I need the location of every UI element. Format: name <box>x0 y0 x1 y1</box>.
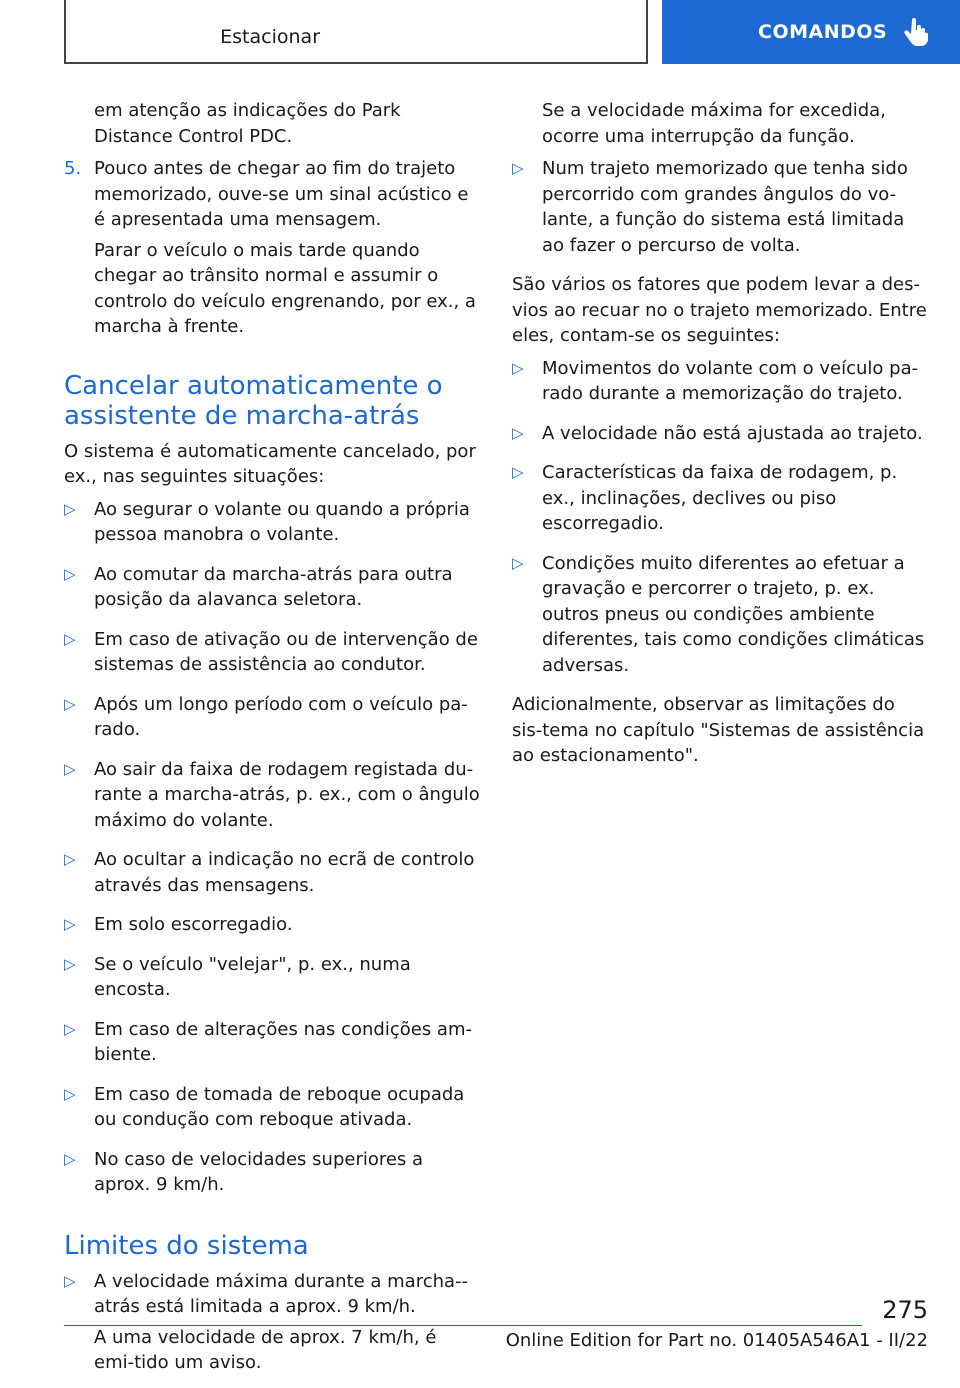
intro-continuation: em atenção as indicações do Park Distance Control PDC. <box>94 100 401 147</box>
list-item: ▷ Em caso de ativação ou de intervenção de sistemas de assistência ao condutor. <box>64 627 482 685</box>
triangle-bullet-icon: ▷ <box>64 629 76 648</box>
section-title: Estacionar <box>220 26 320 48</box>
list-item: ▷ Após um longo período com o veículo pa-rado. <box>64 692 482 750</box>
cancel-list <box>64 497 482 1205</box>
list-item: ▷ A velocidade não está ajustada ao trajeto. <box>512 421 928 454</box>
closing-note: Adicionalmente, observar as limitações do sis-tema no capítulo "Sistemas de assistência ao estacionamento". <box>512 694 925 766</box>
deviation-list <box>512 356 928 686</box>
triangle-bullet-icon: ▷ <box>512 423 524 442</box>
list-item: ▷ Ao sair da faixa de rodagem registada du-rante a marcha-atrás, p. ex., com o ângulo máximo do volante. <box>64 757 482 841</box>
triangle-bullet-icon: ▷ <box>64 954 76 973</box>
triangle-bullet-icon: ▷ <box>64 564 76 583</box>
triangle-bullet-icon: ▷ <box>512 463 524 481</box>
list-item: ▷ Num trajeto memorizado que tenha sido percorrido com grandes ângulos do vo-lante, a função do sistema está limitada ao fazer o percurso de volta. <box>512 156 928 265</box>
list-item: ▷ Ao ocultar a indicação no ecrã de controlo através das mensagens. <box>64 847 482 905</box>
triangle-bullet-icon: ▷ <box>512 553 524 572</box>
hand-pointer-icon <box>903 18 929 46</box>
triangle-bullet-icon: ▷ <box>64 759 76 778</box>
step-number: 5. <box>64 158 82 179</box>
triangle-bullet-icon: ▷ <box>64 1271 76 1290</box>
deviation-intro: São vários os fatores que podem levar a des-vios ao recuar no o trajeto memorizado. Entre eles, contam-se os seguintes: <box>512 274 927 346</box>
list-item: ▷ Em caso de tomada de reboque ocupada ou condução com reboque ativada. <box>64 1082 482 1140</box>
triangle-bullet-icon: ▷ <box>64 1084 76 1103</box>
list-item: ▷ Ao segurar o volante ou quando a própria pessoa manobra o volante. <box>64 497 482 555</box>
list-item: ▷ Movimentos do volante com o veículo pa-rado durante a memorização do trajeto. <box>512 356 928 414</box>
chapter-tab[interactable] <box>662 0 960 64</box>
step-5 <box>64 156 482 345</box>
list-item: ▷ Em solo escorregadio. <box>64 912 482 945</box>
chapter-title: COMANDOS <box>758 21 888 43</box>
list-item: ▷ Condições muito diferentes ao efetuar a gravação e percorrer o trajeto, p. ex. outros pneus ou condições ambiente diferentes, tais como condições climáticas adversas. <box>512 551 928 686</box>
cancel-intro: O sistema é automaticamente cancelado, por ex., nas seguintes situações: <box>64 440 476 487</box>
list-item: ▷ A velocidade máxima durante a marcha--atrás está limitada a aprox. 9 km/h. A uma velocidade de aprox. 7 km/h, é emi-tido um aviso. <box>64 1269 482 1381</box>
edition-footer: Online Edition for Part no. 01405A546A1 - II/22 <box>505 1330 928 1351</box>
triangle-bullet-icon: ▷ <box>64 1019 76 1038</box>
cancel-heading: Cancelar automaticamente o assistente de marcha-atrás <box>64 370 443 431</box>
header-frame <box>64 0 648 64</box>
right-column <box>512 98 928 776</box>
step-text: Pouco antes de chegar ao fim do trajeto memorizado, ouve-se um sinal acústico e é apresentada uma mensagem. <box>94 158 469 230</box>
limits-continuation: Se a velocidade máxima for excedida, ocorre uma interrupção da função. <box>542 100 886 147</box>
footer-divider <box>64 1325 862 1326</box>
triangle-bullet-icon: ▷ <box>64 1149 76 1168</box>
triangle-bullet-icon: ▷ <box>512 159 524 177</box>
list-item: ▷ Ao comutar da marcha-atrás para outra posição da alavanca seletora. <box>64 562 482 620</box>
triangle-bullet-icon: ▷ <box>64 915 76 933</box>
list-item: ▷ Em caso de alterações nas condições am-biente. <box>64 1017 482 1075</box>
page-number: 275 <box>882 1296 928 1324</box>
left-column <box>64 98 482 1388</box>
limits-heading: Limites do sistema <box>64 1230 309 1261</box>
step-text-2: Parar o veículo o mais tarde quando chegar ao trânsito normal e assumir o controlo do veículo engrenando, por ex., a marcha à frente. <box>94 239 476 337</box>
triangle-bullet-icon: ▷ <box>512 358 524 377</box>
list-item: ▷ Características da faixa de rodagem, p. ex., inclinações, declives ou piso escorregadio. <box>512 460 928 544</box>
list-item: ▷ No caso de velocidades superiores a aprox. 9 km/h. <box>64 1147 482 1205</box>
triangle-bullet-icon: ▷ <box>64 694 76 713</box>
triangle-bullet-icon: ▷ <box>64 499 76 518</box>
list-item: ▷ Se o veículo "velejar", p. ex., numa encosta. <box>64 952 482 1010</box>
triangle-bullet-icon: ▷ <box>64 850 76 868</box>
